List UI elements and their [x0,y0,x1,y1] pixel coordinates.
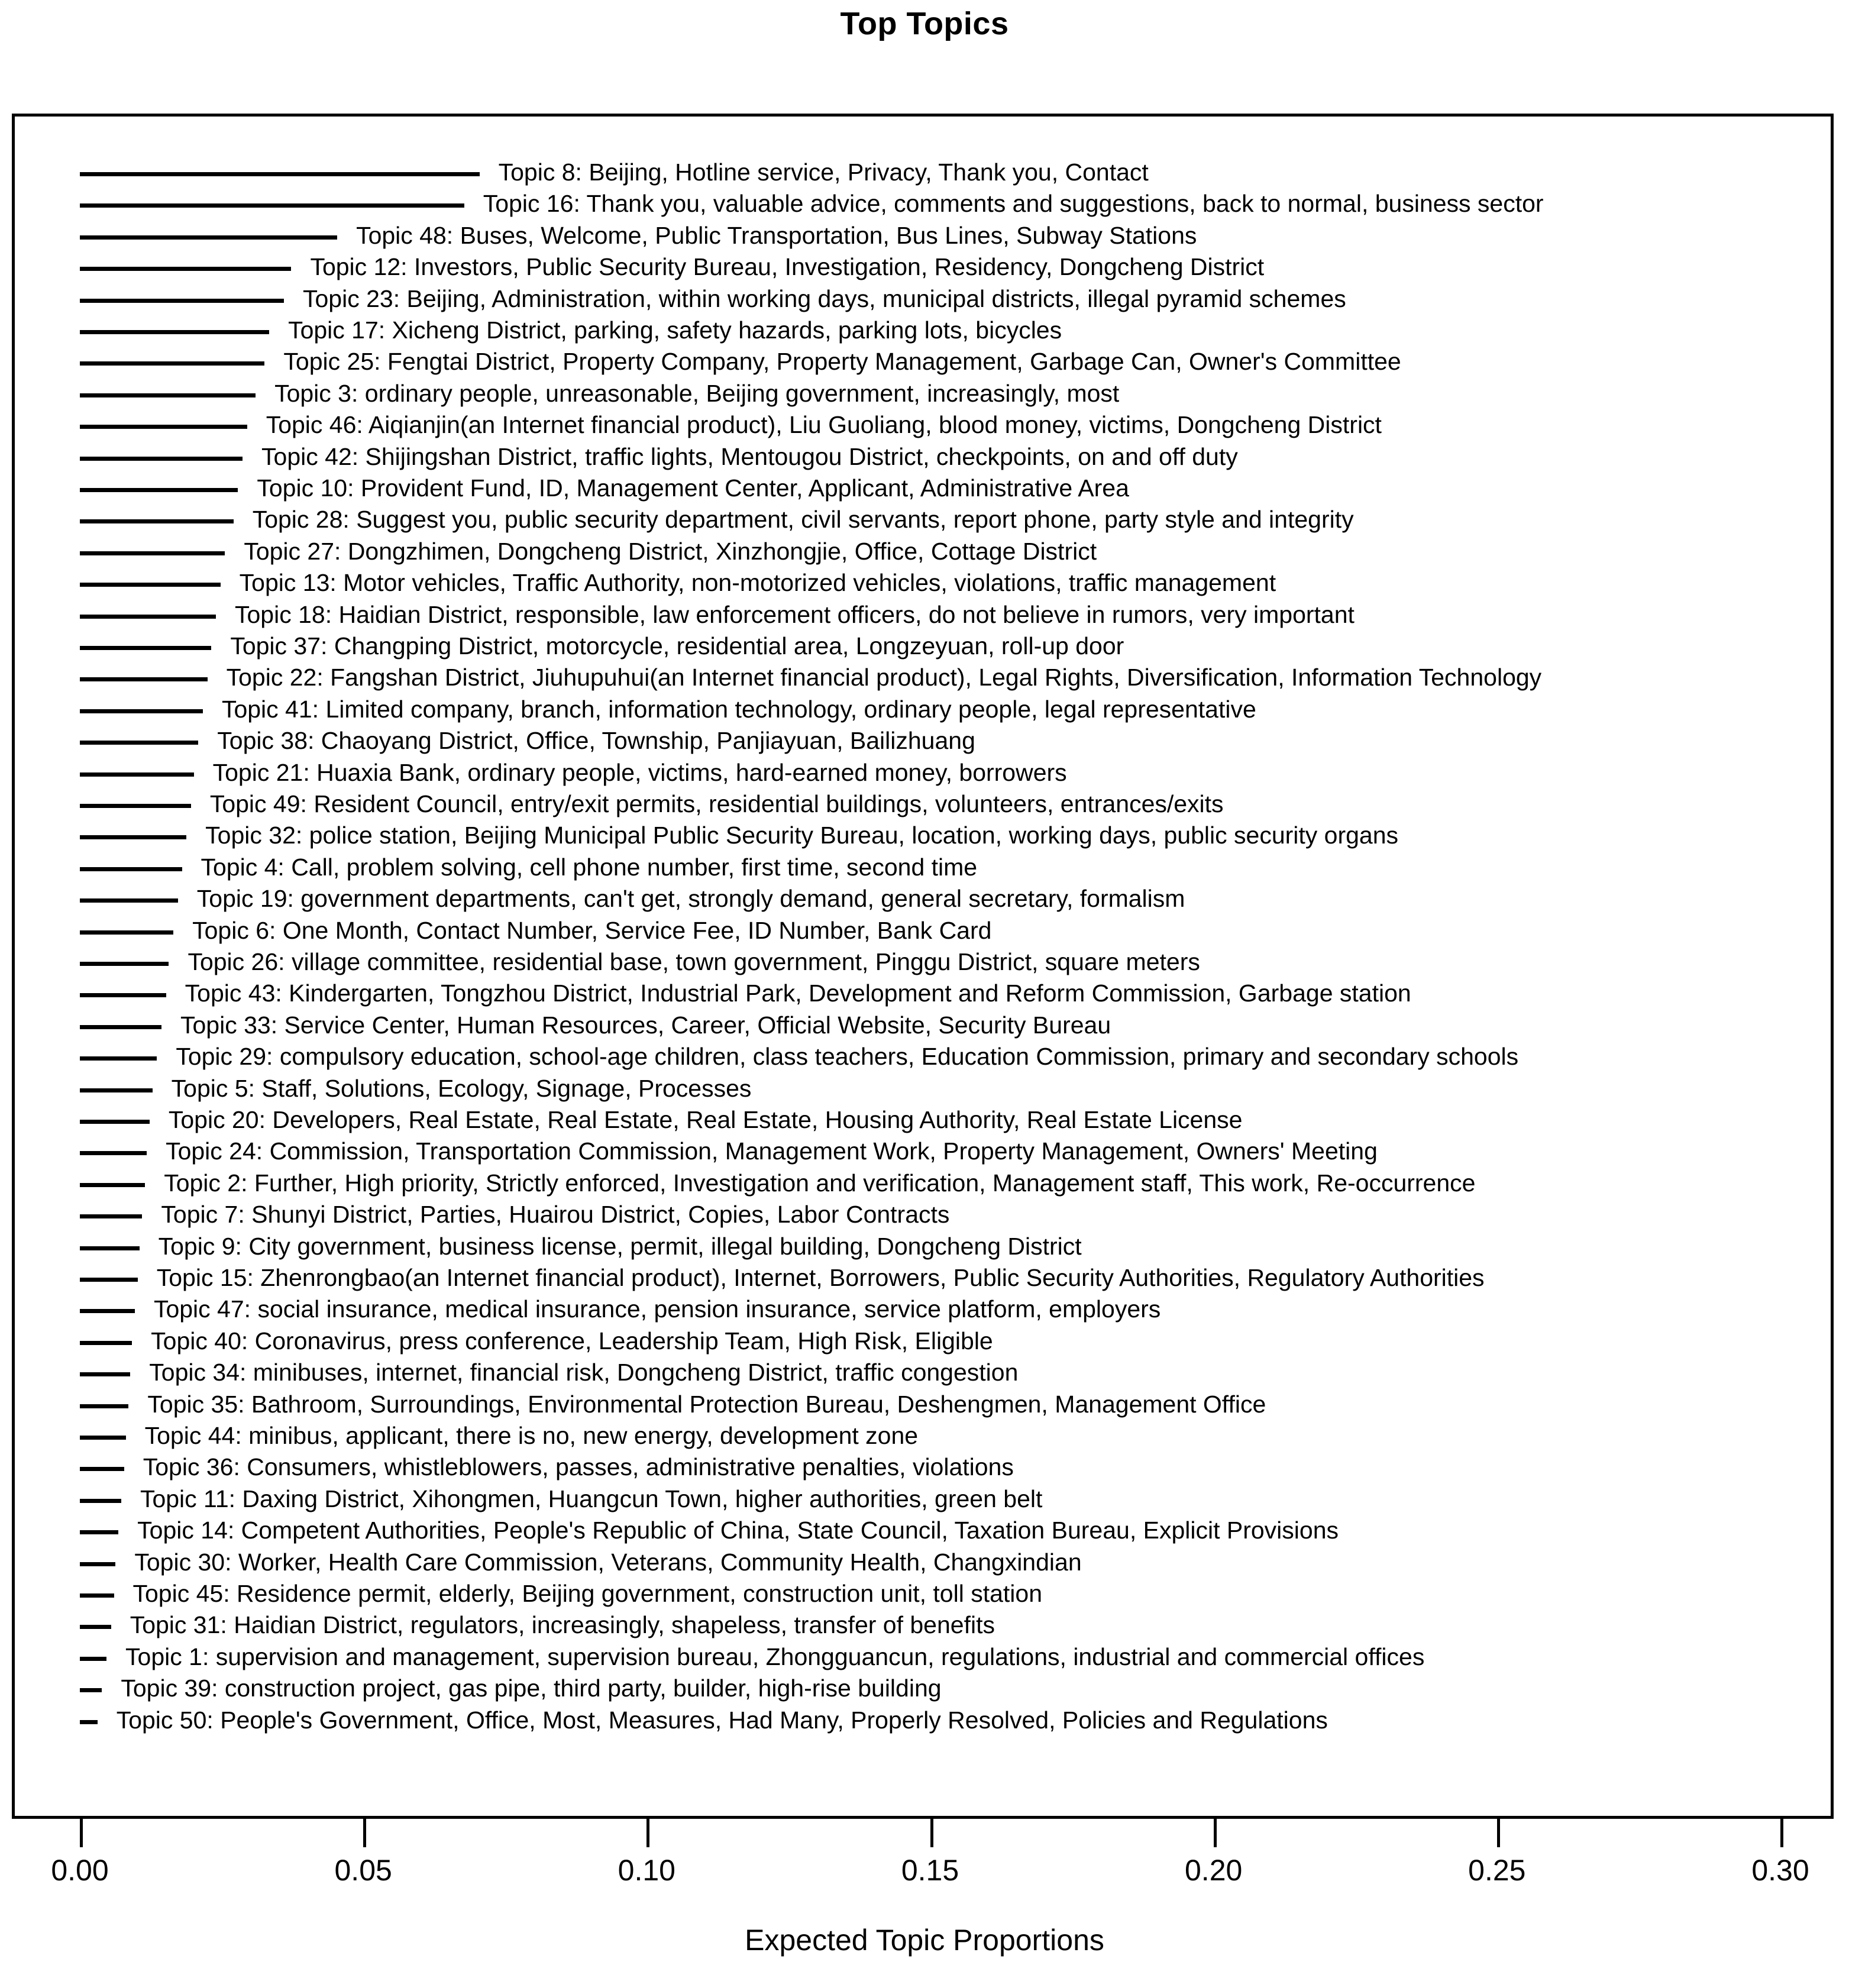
topic-proportion-line [80,1530,118,1534]
topic-row[interactable] [0,316,1849,345]
topic-proportion-line [80,804,191,808]
topic-proportion-line [80,993,166,997]
topic-proportion-line [80,615,216,619]
topic-proportion-line [80,1309,135,1313]
topic-proportion-line [80,393,256,397]
topic-label: Topic 22: Fangshan District, Jiuhupuhui(an Internet financial product), Legal Rights, Diversification, Information Technology [226,664,1542,691]
topic-row[interactable] [0,1453,1849,1482]
topic-label: Topic 4: Call, problem solving, cell phone number, first time, second time [201,853,978,881]
topic-row[interactable] [0,822,1849,851]
topic-label: Topic 18: Haidian District, responsible, law enforcement officers, do not believe in rumors, very important [235,600,1355,628]
topic-proportion-line [80,1246,140,1250]
topic-label: Topic 20: Developers, Real Estate, Real Estate, Real Estate, Housing Authority, Real Estate License [168,1106,1243,1133]
topic-row[interactable] [0,1422,1849,1451]
topic-proportion-line [80,835,186,839]
topic-row[interactable] [0,982,1849,1008]
topic-row[interactable] [0,1390,1849,1420]
topic-proportion-line [80,519,234,523]
topic-label: Topic 23: Beijing, Administration, within working days, municipal districts, illegal pyramid schemes [303,285,1346,312]
topic-row[interactable] [0,1295,1849,1324]
topic-row[interactable] [0,600,1849,630]
topic-row[interactable] [0,1011,1849,1040]
topic-proportion-line [80,741,198,745]
x-tick-label: 0.00 [51,1854,109,1887]
topic-label: Topic 2: Further, High priority, Strictly enforced, Investigation and verification, Management staff, This work, Re-occurrence [164,1169,1476,1197]
x-tick-mark [80,1819,83,1847]
x-tick-mark [1497,1819,1500,1847]
topic-row[interactable] [0,1043,1849,1072]
topic-row[interactable] [0,221,1849,251]
topic-row[interactable] [0,1232,1849,1262]
topic-label: Topic 28: Suggest you, public security department, civil servants, report phone, party style and integrity [252,506,1354,534]
topic-proportion-line [80,172,480,176]
topic-row[interactable] [0,253,1849,282]
topic-proportion-line [80,646,211,650]
topic-label: Topic 37: Changping District, motorcycle, residential area, Longzeyuan, roll-up door [230,632,1124,660]
topic-label: Topic 15: Zhenrongbao(an Internet financial product), Internet, Borrowers, Public Security Authorities, Regulatory Authorities [156,1264,1485,1291]
topic-proportion-line [80,1025,161,1029]
topic-row[interactable] [0,161,1849,188]
topic-label: Topic 9: City government, business license, permit, illegal building, Dongcheng District [158,1232,1082,1260]
topic-proportion-line [80,930,173,935]
topic-proportion-line [80,299,284,303]
topic-row[interactable] [0,632,1849,661]
topic-label: Topic 34: minibuses, internet, financial risk, Dongcheng District, traffic congestion [149,1359,1019,1386]
topic-label: Topic 24: Commission, Transportation Commission, Management Work, Property Management, Owners' Meeting [166,1137,1378,1165]
topic-proportion-line [80,772,194,777]
topic-row[interactable] [0,948,1849,977]
topic-proportion-line [80,1278,138,1282]
topic-row[interactable] [0,664,1849,693]
topic-proportion-line [80,1720,98,1724]
topic-row[interactable] [0,916,1849,946]
topic-label: Topic 45: Residence permit, elderly, Beijing government, construction unit, toll station [132,1580,1043,1607]
topic-row[interactable] [0,1485,1849,1514]
topic-proportion-line [80,1499,121,1503]
topic-proportion-line [80,898,178,903]
topic-row[interactable] [0,1706,1849,1735]
topic-row[interactable] [0,474,1849,503]
topic-proportion-line [80,235,337,240]
topic-proportion-line [80,709,203,713]
topic-label: Topic 41: Limited company, branch, information technology, ordinary people, legal representative [221,695,1256,723]
topic-row[interactable] [0,379,1849,409]
topic-label: Topic 7: Shunyi District, Parties, Huairou District, Copies, Labor Contracts [161,1201,950,1229]
topic-row[interactable] [0,1169,1849,1198]
topic-label: Topic 25: Fengtai District, Property Company, Property Management, Garbage Can, Owner's Committee [283,348,1401,376]
topic-row[interactable] [0,411,1849,440]
topic-label: Topic 39: construction project, gas pipe, third party, builder, high-rise building [121,1675,942,1702]
topic-proportion-line [80,488,238,492]
topic-row[interactable] [0,537,1849,567]
topic-proportion-line [80,361,264,366]
topic-proportion-line [80,1151,147,1155]
topic-label: Topic 47: social insurance, medical insurance, pension insurance, service platform, employers [153,1295,1161,1323]
topic-row[interactable] [0,758,1849,788]
topic-label: Topic 46: Aiqianjin(an Internet financial product), Liu Guoliang, blood money, victims, Dongcheng District [266,411,1382,439]
topic-row[interactable] [0,1677,1849,1703]
topic-label: Topic 29: compulsory education, school-age children, class teachers, Education Commission, primary and secondary schools [176,1043,1519,1071]
topic-label: Topic 43: Kindergarten, Tongzhou District, Industrial Park, Development and Reform Commission, Garbage station [185,980,1411,1007]
x-tick-mark [1780,1819,1783,1847]
topic-label: Topic 35: Bathroom, Surroundings, Environmental Protection Bureau, Deshengmen, Management Office [147,1390,1266,1418]
topic-label: Topic 49: Resident Council, entry/exit permits, residential buildings, volunteers, entrances/exits [209,790,1224,817]
topic-label: Topic 36: Consumers, whistleblowers, passes, administrative penalties, violations [143,1453,1014,1481]
topic-row[interactable] [0,1580,1849,1609]
topic-proportion-line [80,1562,115,1566]
topic-proportion-line [80,1657,106,1661]
topic-label: Topic 31: Haidian District, regulators, increasingly, shapeless, transfer of benefits [130,1611,995,1639]
topic-proportion-line [80,1688,102,1692]
topic-label: Topic 1: supervision and management, supervision bureau, Zhongguancun, regulations, industrial and commercial offices [125,1643,1425,1670]
topic-proportion-line [80,457,243,461]
topic-row[interactable] [0,190,1849,219]
topic-row[interactable] [0,348,1849,377]
topic-row[interactable] [0,506,1849,535]
topic-label: Topic 32: police station, Beijing Municipal Public Security Bureau, location, working days, public security organs [205,822,1399,849]
topic-row[interactable] [0,1327,1849,1356]
x-tick-label: 0.20 [1184,1854,1243,1887]
topic-proportion-line [80,1625,111,1629]
topic-proportion-line [80,1436,126,1440]
topic-proportion-line [80,1372,130,1376]
topic-proportion-line [80,267,291,271]
topic-row[interactable] [0,1264,1849,1293]
topic-proportion-line [80,425,247,429]
topic-label: Topic 3: ordinary people, unreasonable, Beijing government, increasingly, most [274,379,1120,407]
topic-proportion-line [80,1056,157,1061]
topic-label: Topic 11: Daxing District, Xihongmen, Huangcun Town, higher authorities, green belt [140,1485,1043,1512]
topic-row[interactable] [0,569,1849,598]
topic-proportion-line [80,1120,150,1124]
x-tick-mark [646,1819,649,1847]
x-tick-labels [0,1853,1849,1894]
topic-label: Topic 10: Provident Fund, ID, Management Center, Applicant, Administrative Area [257,474,1129,502]
topic-label: Topic 50: People's Government, Office, Most, Measures, Had Many, Properly Resolved, Policies and Regulations [116,1706,1328,1734]
topic-label: Topic 42: Shijingshan District, traffic lights, Mentougou District, checkpoints, on and off duty [261,442,1238,470]
topic-row[interactable] [0,790,1849,819]
topic-label: Topic 12: Investors, Public Security Bureau, Investigation, Residency, Dongcheng District [310,253,1265,281]
topic-label: Topic 44: minibus, applicant, there is no, new energy, development zone [144,1422,919,1449]
x-tick-label: 0.05 [334,1854,392,1887]
topic-row[interactable] [0,442,1849,472]
topic-row[interactable] [0,695,1849,725]
x-tick-mark [363,1819,366,1847]
topic-label: Topic 38: Chaoyang District, Office, Township, Panjiayuan, Bailizhuang [217,727,975,755]
topic-label: Topic 30: Worker, Health Care Commission, Veterans, Community Health, Changxindian [134,1548,1082,1576]
topic-row[interactable] [0,853,1849,883]
topic-proportion-line [80,330,269,334]
topic-row[interactable] [0,885,1849,914]
topic-label: Topic 5: Staff, Solutions, Ecology, Signage, Processes [171,1074,752,1102]
topic-proportion-line [80,1467,124,1471]
topic-label: Topic 17: Xicheng District, parking, safety hazards, parking lots, bicycles [288,316,1062,344]
topic-row[interactable] [0,1106,1849,1135]
topic-proportion-line [80,1341,132,1345]
topic-row[interactable] [0,1643,1849,1672]
topic-label: Topic 6: One Month, Contact Number, Service Fee, ID Number, Bank Card [192,916,992,944]
topic-label: Topic 21: Huaxia Bank, ordinary people, victims, hard-earned money, borrowers [212,758,1067,786]
x-tick-label: 0.30 [1751,1854,1809,1887]
topic-label: Topic 27: Dongzhimen, Dongcheng District, Xinzhongjie, Office, Cottage District [244,537,1097,565]
topic-label: Topic 8: Beijing, Hotline service, Privacy, Thank you, Contact [498,159,1149,186]
x-axis-title: Expected Topic Proportions [745,1924,1104,1957]
topic-row[interactable] [0,1359,1849,1388]
topic-row[interactable] [0,1517,1849,1546]
topic-proportion-line [80,1183,145,1187]
topic-label: Topic 19: government departments, can't get, strongly demand, general secretary, formalism [196,885,1185,913]
topic-proportion-line [80,1214,142,1218]
x-tick-label: 0.15 [901,1854,959,1887]
topic-proportion-line [80,583,221,587]
topic-label: Topic 14: Competent Authorities, People's Republic of China, State Council, Taxation Bureau, Explicit Provisions [137,1517,1339,1544]
x-tick-label: 0.10 [618,1854,675,1887]
x-tick-mark [1214,1819,1217,1847]
topic-row[interactable] [0,727,1849,756]
topic-proportion-line [80,867,182,871]
topic-label: Topic 16: Thank you, valuable advice, comments and suggestions, back to normal, business sector [483,190,1544,218]
x-tick-label: 0.25 [1468,1854,1526,1887]
topic-label: Topic 40: Coronavirus, press conference, Leadership Team, High Risk, Eligible [151,1327,993,1355]
topic-proportion-line [80,1593,114,1598]
topic-proportion-line [80,677,208,681]
topic-row[interactable] [0,1548,1849,1578]
topic-row[interactable] [0,1201,1849,1230]
x-axis [0,1819,1849,1854]
topic-label: Topic 13: Motor vehicles, Traffic Authority, non-motorized vehicles, violations, traffic management [239,569,1276,597]
topic-row[interactable] [0,1074,1849,1104]
topic-label: Topic 33: Service Center, Human Resources, Career, Official Website, Security Bureau [180,1011,1111,1039]
topic-label: Topic 48: Buses, Welcome, Public Transportation, Bus Lines, Subway Stations [356,221,1197,249]
topic-row[interactable] [0,1137,1849,1166]
topic-proportion-line [80,1404,128,1408]
topic-label: Topic 26: village committee, residential base, town government, Pinggu District, square meters [188,948,1200,975]
topic-proportion-line [80,203,464,208]
topic-proportion-line [80,962,169,966]
topic-row[interactable] [0,1611,1849,1640]
topic-row[interactable] [0,285,1849,314]
chart-title: Top Topics [840,6,1009,41]
topic-proportion-line [80,1088,153,1092]
x-tick-mark [930,1819,933,1847]
topic-proportion-line [80,551,225,555]
